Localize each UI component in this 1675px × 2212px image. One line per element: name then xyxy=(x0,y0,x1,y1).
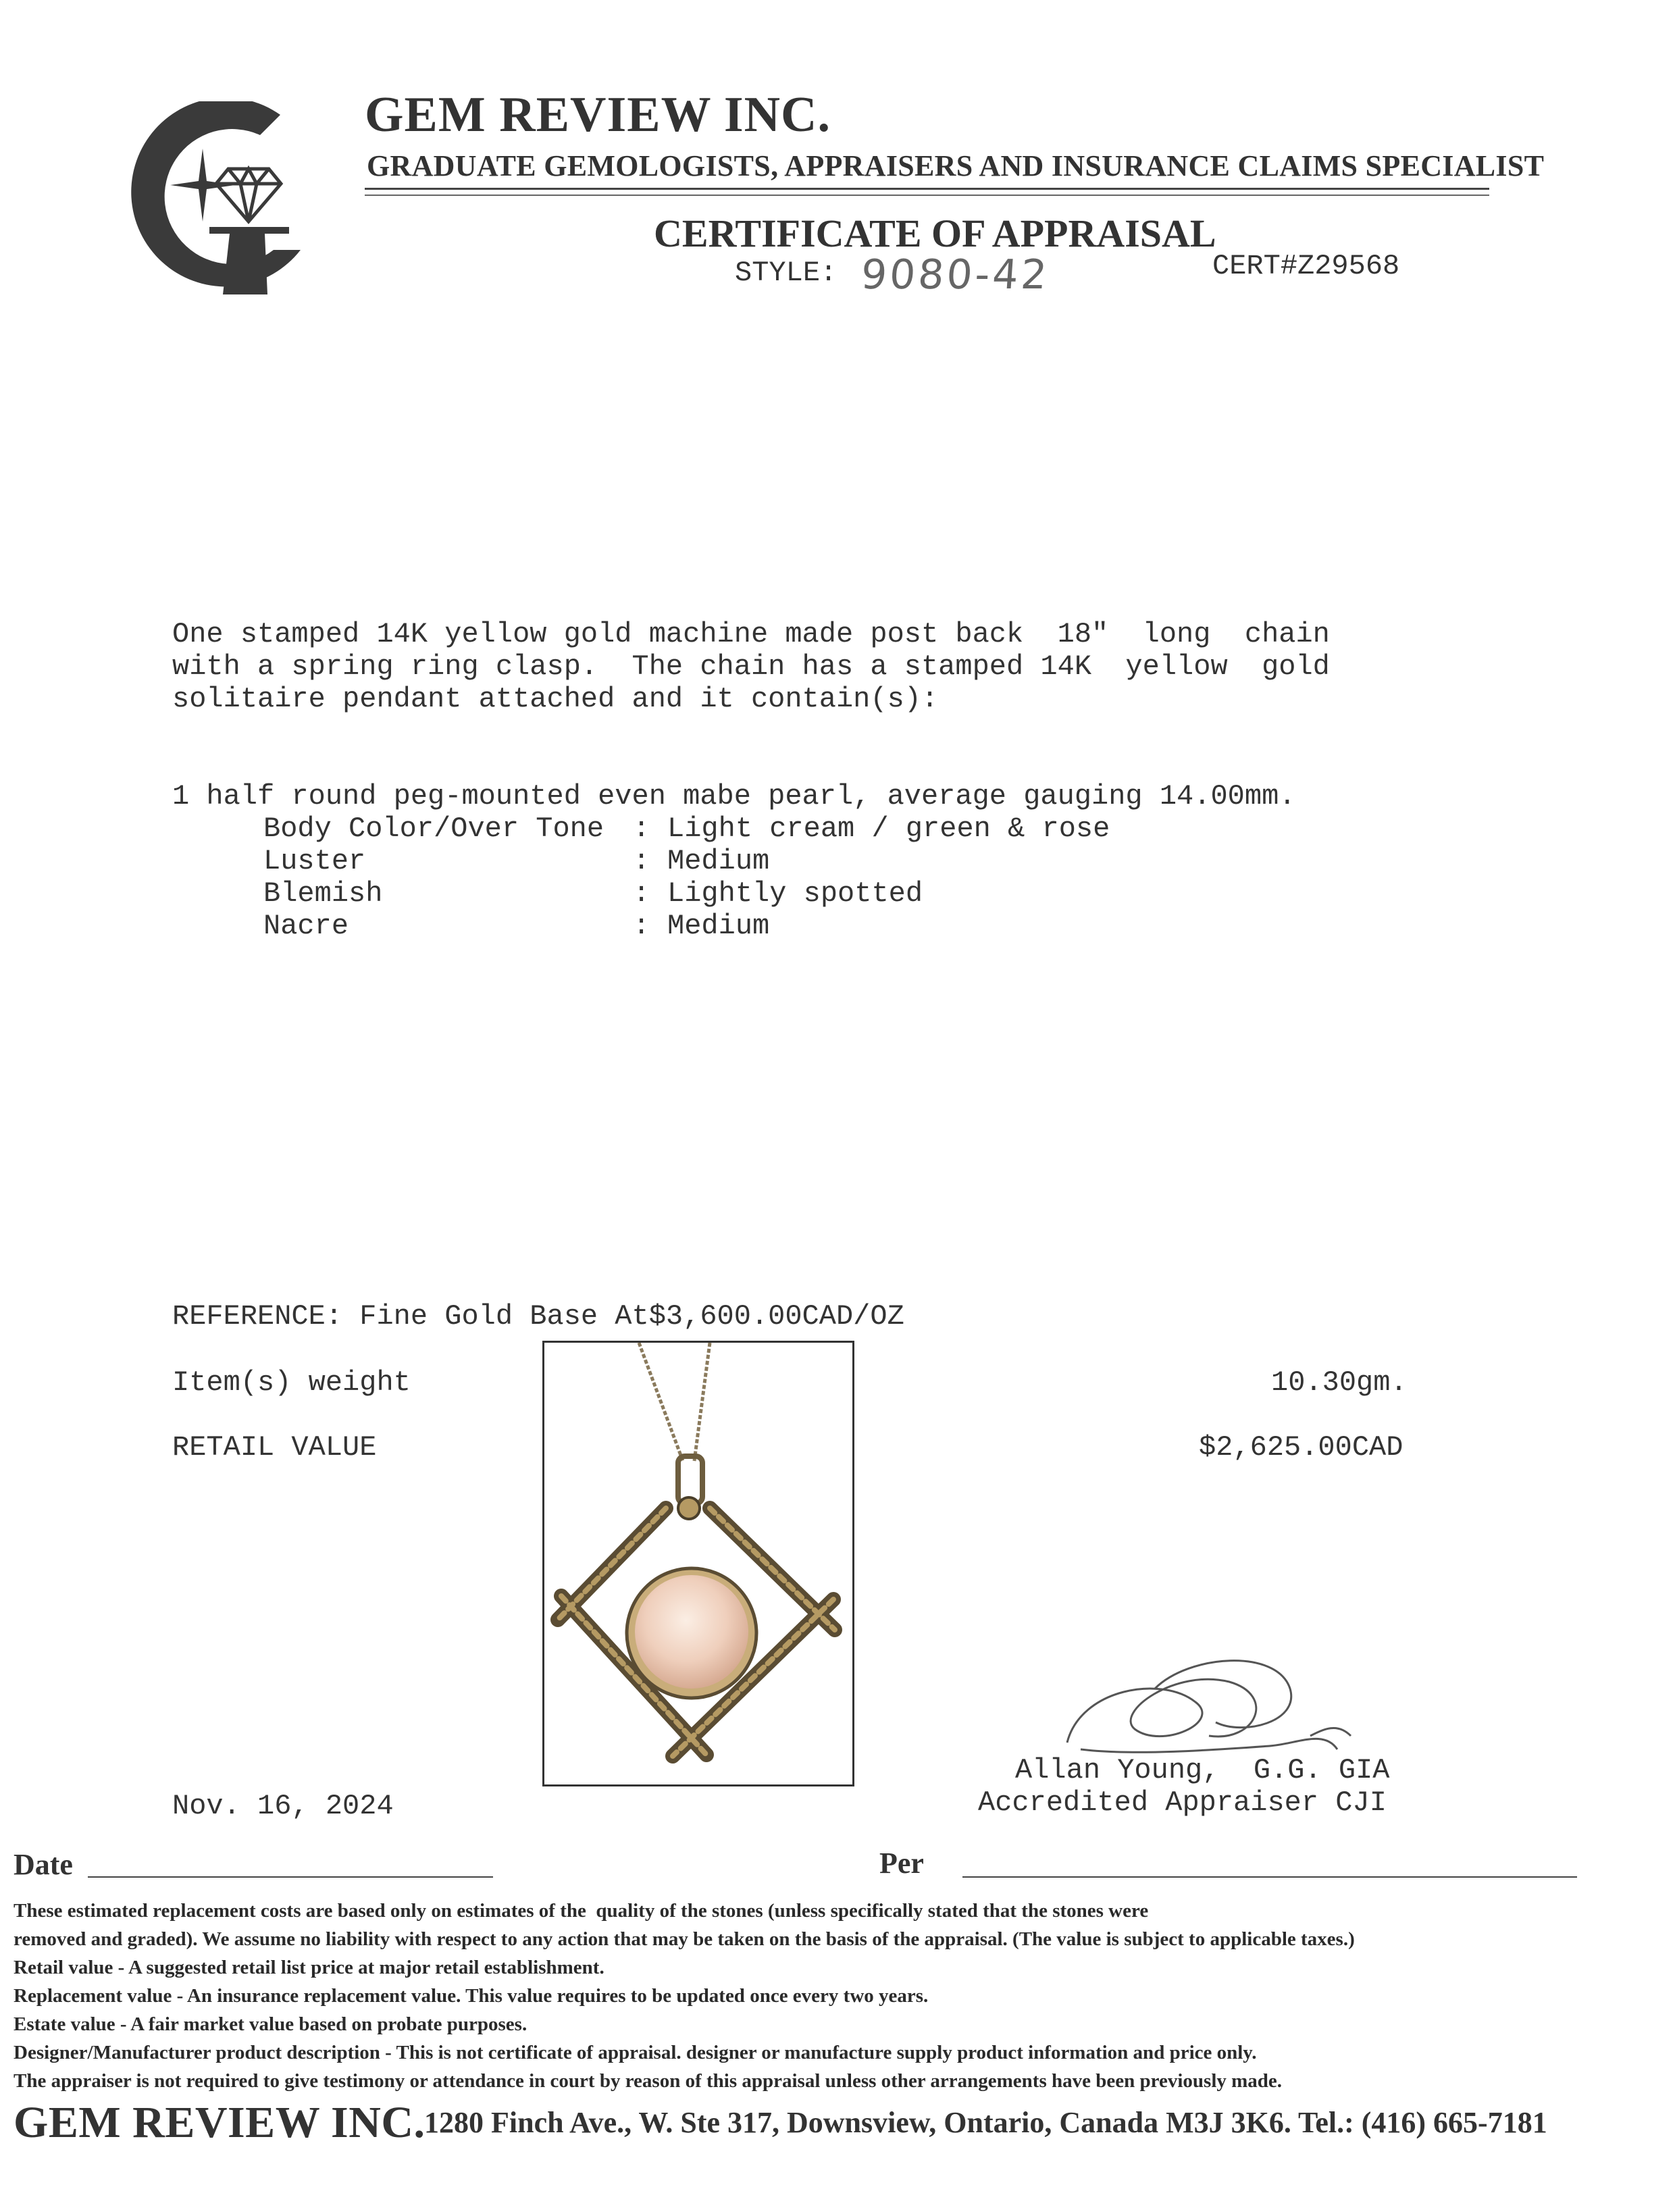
reference-line: REFERENCE: Fine Gold Base At$3,600.00CAD/OZ xyxy=(172,1300,904,1333)
date-label: Date xyxy=(14,1848,73,1881)
appraiser-name: Allan Young, G.G. GIA xyxy=(1015,1754,1390,1786)
attribute-name: Blemish xyxy=(263,877,383,910)
attribute-name: Nacre xyxy=(263,910,349,942)
attribute-name: Body Color/Over Tone xyxy=(263,813,604,845)
attribute-colon: : xyxy=(633,910,650,942)
disclaimer-line: Replacement value - An insurance replacement value. This value requires to be updated once every two years. xyxy=(14,1985,929,2007)
attribute-colon: : xyxy=(633,877,650,910)
company-logo xyxy=(108,101,317,304)
cert-number: CERT#Z29568 xyxy=(1212,250,1400,282)
attribute-value: Medium xyxy=(667,910,770,942)
footer-company-name: GEM REVIEW INC. xyxy=(14,2098,426,2147)
per-label: Per xyxy=(879,1847,924,1880)
footer-address: 1280 Finch Ave., W. Ste 317, Downsview, Ontario, Canada M3J 3K6. Tel.: (416) 665-7181 xyxy=(424,2106,1547,2139)
header-rule-secondary xyxy=(365,195,1489,196)
header-rule xyxy=(365,188,1489,190)
pendant-illustration xyxy=(544,1343,852,1784)
per-signature-line xyxy=(962,1876,1577,1878)
attribute-value: Medium xyxy=(667,845,770,877)
weight-label: Item(s) weight xyxy=(172,1366,411,1399)
date-signature-line xyxy=(88,1876,493,1878)
attribute-colon: : xyxy=(633,813,650,845)
disclaimer-line: Estate value - A fair market value based on probate purposes. xyxy=(14,2013,527,2035)
disclaimer-line: removed and graded). We assume no liability with respect to any action that may be taken on the basis of the appraisal. (The value is subject to applicable taxes.) xyxy=(14,1928,1355,1950)
disclaimer-line: These estimated replacement costs are based only on estimates of the quality of the stones (unless specifically stated that the stones were xyxy=(14,1900,1149,1922)
style-value-handwritten: 9080-42 xyxy=(859,251,1052,299)
style-label: STYLE: xyxy=(735,257,838,289)
retail-value-label: RETAIL VALUE xyxy=(172,1431,377,1464)
attribute-value: Light cream / green & rose xyxy=(667,813,1110,845)
description-line: solitaire pendant attached and it contain(s): xyxy=(172,683,939,715)
disclaimer-line: Retail value - A suggested retail list price at major retail establishment. xyxy=(14,1957,604,1978)
company-tagline: GRADUATE GEMOLOGISTS, APPRAISERS AND INSURANCE CLAIMS SPECIALIST xyxy=(367,149,1545,182)
description-line: with a spring ring clasp. The chain has a stamped 14K yellow gold xyxy=(172,650,1330,683)
retail-value-amount: $2,625.00CAD xyxy=(1199,1431,1403,1464)
appraisal-date: Nov. 16, 2024 xyxy=(172,1790,394,1822)
attribute-name: Luster xyxy=(263,845,366,877)
attribute-value: Lightly spotted xyxy=(667,877,923,910)
pearl-description: 1 half round peg-mounted even mabe pearl, average gauging 14.00mm. xyxy=(172,780,1296,813)
weight-value: 10.30gm. xyxy=(1271,1366,1408,1399)
disclaimer-line: The appraiser is not required to give testimony or attendance in court by reason of this appraisal unless other arrangements have been previously made. xyxy=(14,2070,1283,2092)
certificate-title: CERTIFICATE OF APPRAISAL xyxy=(654,211,1216,255)
appraiser-credential: Accredited Appraiser CJI xyxy=(978,1786,1387,1819)
pendant-photo xyxy=(542,1341,854,1786)
attribute-colon: : xyxy=(633,845,650,877)
description-line: One stamped 14K yellow gold machine made post back 18" long chain xyxy=(172,618,1330,650)
appraiser-signature xyxy=(1054,1648,1405,1770)
disclaimer-line: Designer/Manufacturer product description - This is not certificate of appraisal. designer or manufacture supply product information and price only. xyxy=(14,2042,1257,2063)
company-name: GEM REVIEW INC. xyxy=(365,87,831,143)
